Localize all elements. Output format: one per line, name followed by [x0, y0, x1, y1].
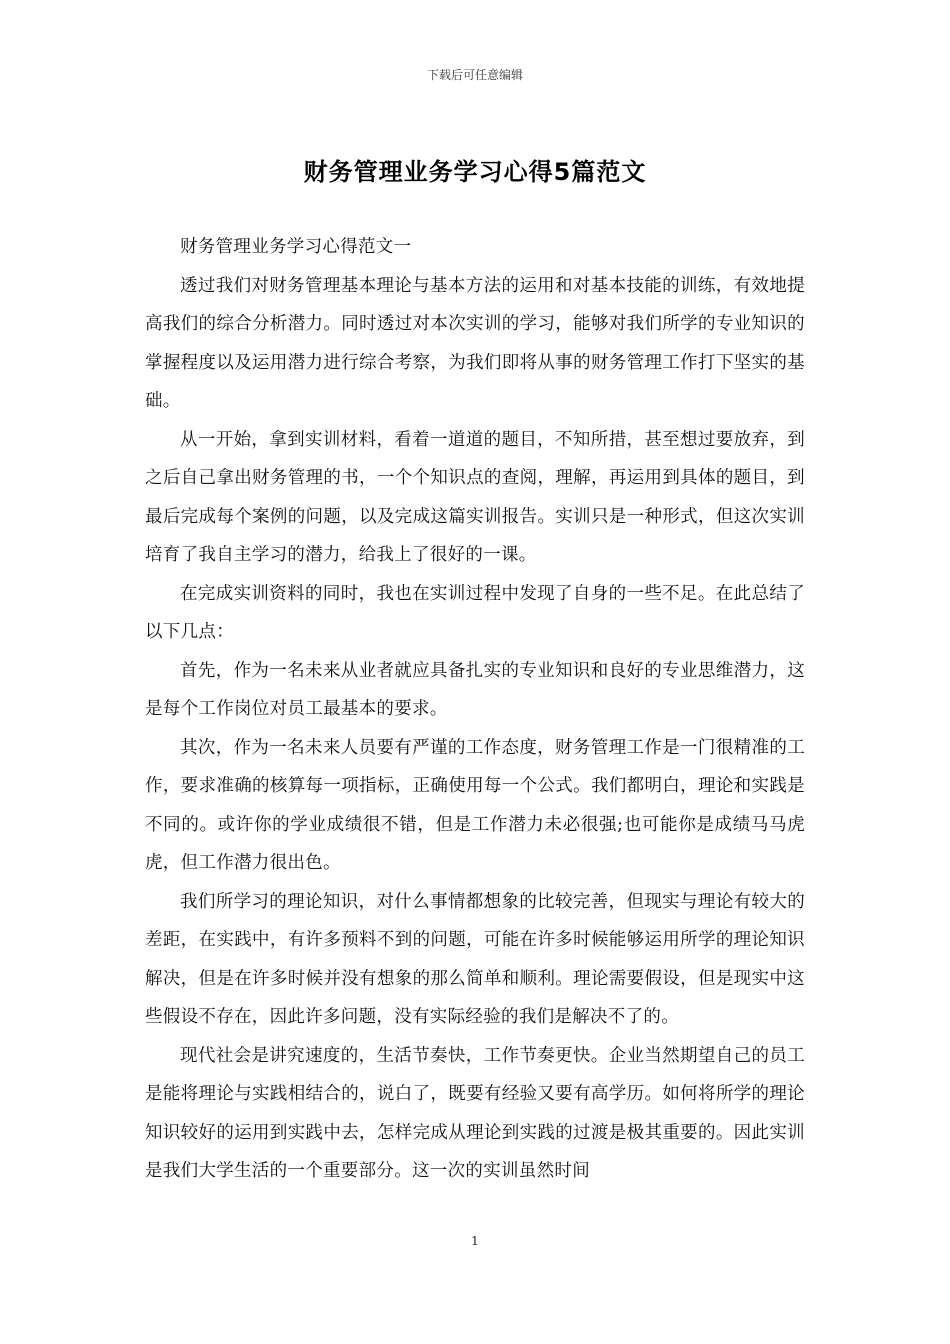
- paragraph-5: 其次，作为一名未来人员要有严谨的工作态度，财务管理工作是一门很精准的工作，要求准确的核算每一项指标，正确使用每一个公式。我们都明白，理论和实践是不同的。或许你的学业成绩很不错，但是工作潜力未必很强;也可能你是成绩马马虎虎，但工作潜力很出色。: [145, 737, 805, 873]
- paragraph-6: 我们所学习的理论知识，对什么事情都想象的比较完善，但现实与理论有较大的差距，在实践中，有许多预料不到的问题，可能在许多时候能够运用所学的理论知识解决，但是在许多时候并没有想象的那么简单和顺利。理论需要假设，但是现实中这些假设不存在，因此许多问题，没有实际经验的我们是解决不了的。: [145, 891, 805, 1027]
- document-body: [145, 228, 805, 1191]
- paragraph-2: 从一开始，拿到实训材料，看着一道道的题目，不知所措，甚至想过要放弃，到之后自己拿出财务管理的书，一个个知识点的查阅，理解，再运用到具体的题目，到最后完成每个案例的问题，以及完成这篇实训报告。实训只是一种形式，但这次实训培育了我自主学习的潜力，给我上了很好的一课。: [145, 429, 805, 565]
- document-title: 财务管理业务学习心得5篇范文: [303, 158, 647, 186]
- header-note: 下载后可任意编辑: [426, 68, 523, 82]
- section-heading: 财务管理业务学习心得范文一: [180, 237, 412, 257]
- paragraph-7: 现代社会是讲究速度的，生活节奏快，工作节奏更快。企业当然期望自己的员工是能将理论与实践相结合的，说白了，既要有经验又要有高学历。如何将所学的理论知识较好的运用到实践中去，怎样完成从理论到实践的过渡是极其重要的。因此实训是我们大学生活的一个重要部分。这一次的实训虽然时间: [145, 1045, 805, 1181]
- paragraph-4: 首先，作为一名未来从业者就应具备扎实的专业知识和良好的专业思维潜力，这是每个工作岗位对员工最基本的要求。: [145, 660, 805, 719]
- paragraph-1: 透过我们对财务管理基本理论与基本方法的运用和对基本技能的训练，有效地提高我们的综合分析潜力。同时透过对本次实训的学习，能够对我们所学的专业知识的掌握程度以及运用潜力进行综合考察，为我们即将从事的财务管理工作打下坚实的基础。: [145, 275, 805, 411]
- page-number: 1: [471, 1234, 479, 1248]
- paragraph-3: 在完成实训资料的同时，我也在实训过程中发现了自身的一些不足。在此总结了以下几点：: [145, 583, 805, 642]
